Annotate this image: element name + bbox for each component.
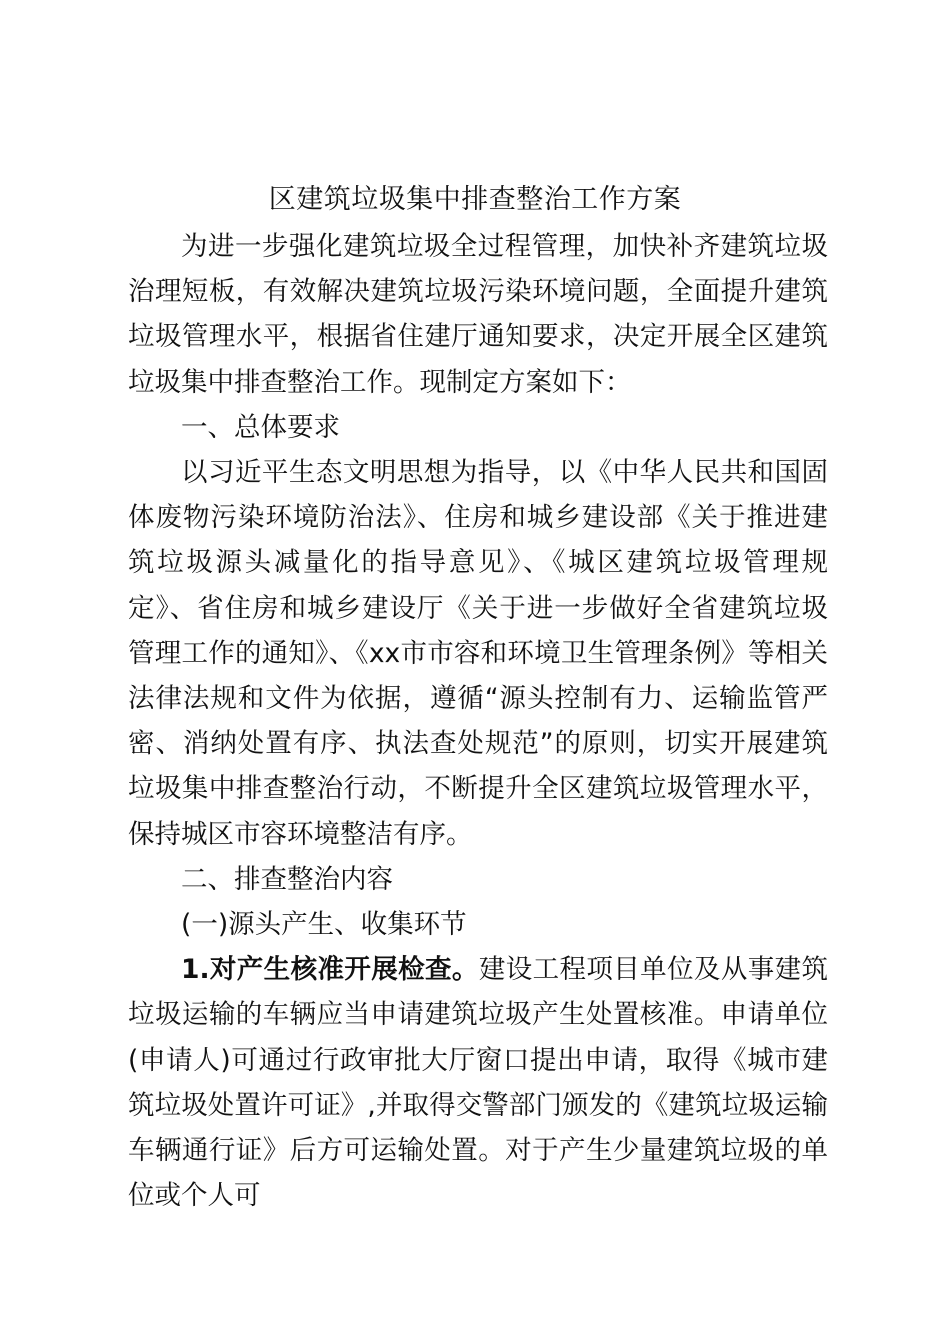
item-1-lead: 1.对产生核准开展检查。 [181, 954, 479, 986]
section-heading-inspection-content: 二、排查整治内容 [181, 863, 393, 895]
item-1-paragraph [128, 947, 828, 1218]
section-heading-general-requirements: 一、总体要求 [181, 411, 340, 443]
subsection-heading-source-collection: (一)源头产生、收集环节 [181, 909, 467, 941]
item-1-text: 建设工程项目单位及从事建筑垃圾运输的车辆应当申请建筑垃圾产生处置核准。申请单位(申请人)可通过行政审批大厅窗口提出申请，取得《城市建筑垃圾处置许可证》,并取得交警部门颁发的《建筑垃圾运输车辆通行证》后方可运输处置。对于产生少量建筑垃圾的单位或个人可 [128, 954, 828, 1212]
general-requirements-paragraph: 以习近平生态文明思想为指导，以《中华人民共和国固体废物污染环境防治法》、住房和城乡建设部《关于推进建筑垃圾源头减量化的指导意见》、《城区建筑垃圾管理规定》、省住房和城乡建设厅《关于进一步做好全省建筑垃圾管理工作的通知》、《xx市市容和环境卫生管理条例》等相关法律法规和文件为依据，遵循“源头控制有力、运输监管严密、消纳处置有序、执法查处规范”的原则，切实开展建筑垃圾集中排查整治行动，不断提升全区建筑垃圾管理水平，保持城区市容环境整洁有序。 [128, 457, 828, 850]
document-title: 区建筑垃圾集中排查整治工作方案 [268, 184, 682, 215]
intro-paragraph: 为进一步强化建筑垃圾全过程管理，加快补齐建筑垃圾治理短板，有效解决建筑垃圾污染环境问题，全面提升建筑垃圾管理水平，根据省住建厅通知要求，决定开展全区建筑垃圾集中排查整治工作。现制定方案如下： [128, 231, 828, 398]
document-body [128, 224, 828, 1218]
